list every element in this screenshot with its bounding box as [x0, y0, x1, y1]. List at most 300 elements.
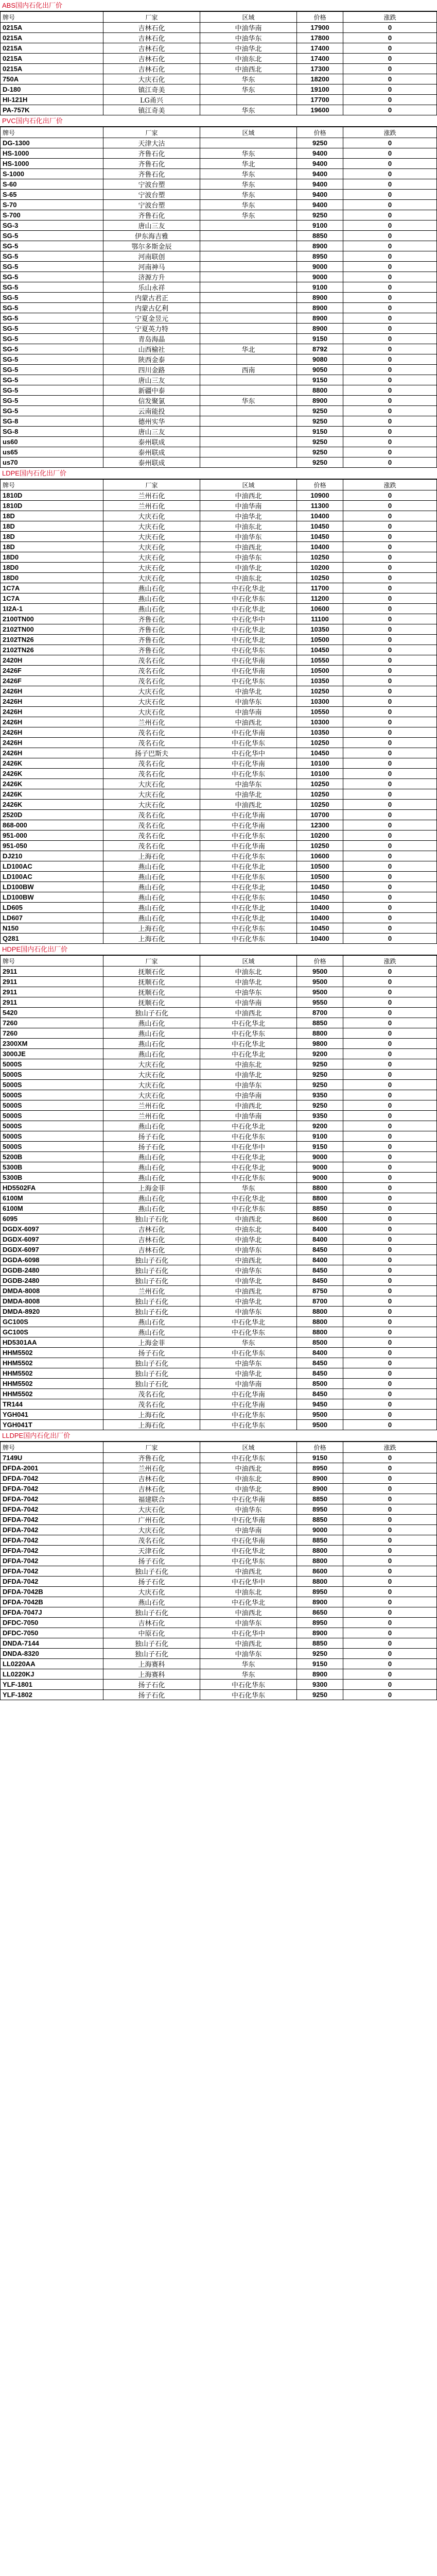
change-cell: 0: [343, 54, 437, 64]
change-cell: 0: [343, 1070, 437, 1080]
change-cell: 0: [343, 1049, 437, 1059]
price-cell: 8450: [297, 1276, 343, 1286]
region-cell: 华东: [200, 1659, 297, 1669]
table-row: [1, 997, 437, 1008]
region-cell: [200, 457, 297, 468]
price-cell: 10250: [297, 573, 343, 583]
grade-cell: 0215A: [1, 33, 103, 43]
table-row: [1, 614, 437, 624]
change-cell: 0: [343, 1607, 437, 1618]
producer-cell: 茂名石化: [103, 727, 200, 738]
change-cell: 0: [343, 604, 437, 614]
producer-cell: 燕山石化: [103, 1039, 200, 1049]
region-cell: 中油西北: [200, 1255, 297, 1265]
change-cell: 0: [343, 573, 437, 583]
producer-cell: 齐鲁石化: [103, 210, 200, 221]
grade-cell: 3000JE: [1, 1049, 103, 1059]
change-cell: 0: [343, 552, 437, 563]
table-row: [1, 1649, 437, 1659]
table-row: [1, 511, 437, 521]
region-cell: 中油华东: [200, 1080, 297, 1090]
price-cell: 8950: [297, 1504, 343, 1515]
change-cell: 0: [343, 501, 437, 511]
table-row: [1, 1597, 437, 1607]
table-row: [1, 717, 437, 727]
grade-cell: LD100AC: [1, 872, 103, 882]
price-cell: 17300: [297, 64, 343, 74]
table-row: [1, 987, 437, 997]
region-cell: 中石化华东: [200, 1204, 297, 1214]
table-row: [1, 200, 437, 210]
grade-cell: DFDA-7042: [1, 1535, 103, 1546]
producer-cell: 燕山石化: [103, 892, 200, 903]
change-cell: 0: [343, 563, 437, 573]
producer-cell: 茂名石化: [103, 1389, 200, 1399]
producer-cell: 独山子石化: [103, 1276, 200, 1286]
table-row: [1, 676, 437, 686]
producer-cell: 唐山三友: [103, 427, 200, 437]
column-header: 涨跌: [343, 1442, 437, 1453]
producer-cell: 吉林石化: [103, 1245, 200, 1255]
table-row: [1, 1245, 437, 1255]
price-cell: 8900: [297, 1597, 343, 1607]
change-cell: 0: [343, 1556, 437, 1566]
region-cell: 中油华南: [200, 23, 297, 33]
table-row: [1, 1090, 437, 1100]
producer-cell: 扬子石化: [103, 1680, 200, 1690]
grade-cell: SG-3: [1, 221, 103, 231]
region-cell: 中油华东: [200, 1358, 297, 1368]
price-cell: 8800: [297, 1183, 343, 1193]
change-cell: 0: [343, 987, 437, 997]
region-cell: 中石化华东: [200, 1690, 297, 1700]
table-row: [1, 594, 437, 604]
change-cell: 0: [343, 1307, 437, 1317]
change-cell: 0: [343, 717, 437, 727]
grade-cell: DMDA-8008: [1, 1286, 103, 1296]
region-cell: 中石化华中: [200, 1577, 297, 1587]
grade-cell: HD5301AA: [1, 1337, 103, 1348]
price-cell: 9250: [297, 447, 343, 457]
region-cell: 中油西北: [200, 64, 297, 74]
table-row: [1, 1577, 437, 1587]
producer-cell: 大庆石化: [103, 1090, 200, 1100]
grade-cell: DGDX-6097: [1, 1234, 103, 1245]
grade-cell: DGDB-2480: [1, 1276, 103, 1286]
grade-cell: 750A: [1, 74, 103, 84]
producer-cell: 大庆石化: [103, 532, 200, 542]
producer-cell: 兰州石化: [103, 1463, 200, 1473]
region-cell: 中石化华东: [200, 594, 297, 604]
grade-cell: DGDB-2480: [1, 1265, 103, 1276]
change-cell: 0: [343, 262, 437, 272]
table-row: [1, 1546, 437, 1556]
region-cell: 中油华南: [200, 501, 297, 511]
region-cell: 中油西北: [200, 1286, 297, 1296]
price-cell: 8900: [297, 293, 343, 303]
producer-cell: 镇江奇美: [103, 105, 200, 115]
table-row: [1, 1307, 437, 1317]
table-row: [1, 1183, 437, 1193]
producer-cell: 吉林石化: [103, 33, 200, 43]
table-row: [1, 1680, 437, 1690]
region-cell: [200, 241, 297, 251]
column-header: 厂家: [103, 127, 200, 138]
table-row: [1, 490, 437, 501]
table-row: [1, 1484, 437, 1494]
table-row: [1, 707, 437, 717]
price-cell: 9000: [297, 1152, 343, 1162]
table-row: [1, 1628, 437, 1638]
producer-cell: 上海石化: [103, 1410, 200, 1420]
region-cell: 中石化华北: [200, 1193, 297, 1204]
table-row: [1, 210, 437, 221]
change-cell: 0: [343, 282, 437, 293]
price-table: [0, 479, 437, 944]
region-cell: 中油华北: [200, 1484, 297, 1494]
price-cell: 8792: [297, 344, 343, 354]
region-cell: 中油西北: [200, 1214, 297, 1224]
grade-cell: 1C7A: [1, 583, 103, 594]
table-row: [1, 923, 437, 934]
table-row: [1, 882, 437, 892]
change-cell: 0: [343, 1100, 437, 1111]
producer-cell: 扬子巴斯夫: [103, 748, 200, 758]
region-cell: [200, 231, 297, 241]
producer-cell: 内蒙古君正: [103, 293, 200, 303]
producer-cell: 宁夏英力特: [103, 324, 200, 334]
table-row: [1, 831, 437, 841]
producer-cell: 吉林石化: [103, 1618, 200, 1628]
grade-cell: 6100M: [1, 1204, 103, 1214]
grade-cell: 18D0: [1, 573, 103, 583]
column-header: 厂家: [103, 956, 200, 967]
table-row: [1, 354, 437, 365]
change-cell: 0: [343, 1463, 437, 1473]
region-cell: [200, 427, 297, 437]
change-cell: 0: [343, 1420, 437, 1430]
region-cell: 中石化华中: [200, 1628, 297, 1638]
table-row: [1, 396, 437, 406]
change-cell: 0: [343, 748, 437, 758]
grade-cell: 1810D: [1, 501, 103, 511]
change-cell: 0: [343, 511, 437, 521]
price-cell: 8850: [297, 1515, 343, 1525]
change-cell: 0: [343, 200, 437, 210]
price-cell: 8900: [297, 241, 343, 251]
price-cell: 8500: [297, 1379, 343, 1389]
producer-cell: 大庆石化: [103, 573, 200, 583]
region-cell: 中石化华北: [200, 1317, 297, 1327]
grade-cell: us65: [1, 447, 103, 457]
price-cell: 9500: [297, 1410, 343, 1420]
region-cell: 中油东北: [200, 967, 297, 977]
table-row: [1, 1358, 437, 1368]
producer-cell: 齐鲁石化: [103, 148, 200, 159]
producer-cell: 大庆石化: [103, 552, 200, 563]
region-cell: [200, 251, 297, 262]
change-cell: 0: [343, 1587, 437, 1597]
region-cell: 中油西北: [200, 1008, 297, 1018]
grade-cell: DG-1300: [1, 138, 103, 148]
price-cell: 9350: [297, 1111, 343, 1121]
grade-cell: 5000S: [1, 1070, 103, 1080]
change-cell: 0: [343, 95, 437, 105]
region-cell: 华东: [200, 190, 297, 200]
change-cell: 0: [343, 1348, 437, 1358]
column-header: 区域: [200, 956, 297, 967]
producer-cell: 茂名石化: [103, 666, 200, 676]
grade-cell: S-700: [1, 210, 103, 221]
table-row: [1, 542, 437, 552]
table-row: [1, 666, 437, 676]
price-cell: 9250: [297, 416, 343, 427]
price-cell: 8800: [297, 1577, 343, 1587]
change-cell: 0: [343, 1659, 437, 1669]
region-cell: [200, 416, 297, 427]
column-header: 涨跌: [343, 127, 437, 138]
region-cell: 中石化华东: [200, 1420, 297, 1430]
table-row: [1, 33, 437, 43]
price-cell: 8700: [297, 1008, 343, 1018]
price-cell: 8850: [297, 1204, 343, 1214]
change-cell: 0: [343, 666, 437, 676]
region-cell: 中石化华中: [200, 748, 297, 758]
region-cell: 中石化华东: [200, 1410, 297, 1420]
grade-cell: 0215A: [1, 64, 103, 74]
producer-cell: 独山子石化: [103, 1607, 200, 1618]
producer-cell: 大庆石化: [103, 779, 200, 789]
table-row: [1, 272, 437, 282]
price-cell: 9500: [297, 1420, 343, 1430]
change-cell: 0: [343, 1525, 437, 1535]
grade-cell: SG-5: [1, 334, 103, 344]
change-cell: 0: [343, 1317, 437, 1327]
producer-cell: 吉林石化: [103, 1234, 200, 1245]
grade-cell: DFDA-7042: [1, 1546, 103, 1556]
price-cell: 10250: [297, 738, 343, 748]
price-cell: 10550: [297, 655, 343, 666]
producer-cell: 抚顺石化: [103, 997, 200, 1008]
table-row: [1, 159, 437, 169]
table-row: [1, 313, 437, 324]
table-row: [1, 532, 437, 542]
change-cell: 0: [343, 1680, 437, 1690]
region-cell: 中石化华东: [200, 769, 297, 779]
table-row: [1, 148, 437, 159]
table-row: [1, 1453, 437, 1463]
grade-cell: LD607: [1, 913, 103, 923]
grade-cell: DFDA-7042: [1, 1515, 103, 1525]
change-cell: 0: [343, 1566, 437, 1577]
producer-cell: 上海金菲: [103, 1337, 200, 1348]
producer-cell: 德州实华: [103, 416, 200, 427]
table-row: [1, 1214, 437, 1224]
table-row: [1, 1131, 437, 1142]
change-cell: 0: [343, 727, 437, 738]
producer-cell: 独山子石化: [103, 1214, 200, 1224]
producer-cell: 独山子石化: [103, 1638, 200, 1649]
change-cell: 0: [343, 779, 437, 789]
region-cell: 中石化华东: [200, 923, 297, 934]
grade-cell: HHM5502: [1, 1389, 103, 1399]
change-cell: 0: [343, 84, 437, 95]
grade-cell: SG-5: [1, 231, 103, 241]
producer-cell: 广州石化: [103, 1515, 200, 1525]
change-cell: 0: [343, 635, 437, 645]
change-cell: 0: [343, 1577, 437, 1587]
grade-cell: DFDA-7042B: [1, 1597, 103, 1607]
grade-cell: YLF-1802: [1, 1690, 103, 1700]
region-cell: 中油东北: [200, 54, 297, 64]
table-row: [1, 427, 437, 437]
price-cell: 10250: [297, 686, 343, 697]
change-cell: 0: [343, 1649, 437, 1659]
change-cell: 0: [343, 1618, 437, 1628]
price-cell: 8850: [297, 1638, 343, 1649]
price-cell: 10400: [297, 913, 343, 923]
price-cell: 9250: [297, 1059, 343, 1070]
price-cell: 11100: [297, 614, 343, 624]
producer-cell: 青岛海晶: [103, 334, 200, 344]
producer-cell: 福建联合: [103, 1494, 200, 1504]
change-cell: 0: [343, 1039, 437, 1049]
price-cell: 10100: [297, 758, 343, 769]
change-cell: 0: [343, 1669, 437, 1680]
price-cell: 8450: [297, 1389, 343, 1399]
price-cell: 9250: [297, 406, 343, 416]
price-cell: 9250: [297, 138, 343, 148]
change-cell: 0: [343, 1327, 437, 1337]
producer-cell: 宁夏金昱元: [103, 313, 200, 324]
region-cell: 中油西北: [200, 1566, 297, 1577]
grade-cell: 2426H: [1, 707, 103, 717]
producer-cell: 吉林石化: [103, 54, 200, 64]
producer-cell: 齐鲁石化: [103, 614, 200, 624]
producer-cell: 茂名石化: [103, 1399, 200, 1410]
grade-cell: LD100BW: [1, 892, 103, 903]
price-cell: 9100: [297, 221, 343, 231]
producer-cell: 独山子石化: [103, 1296, 200, 1307]
price-cell: 8900: [297, 303, 343, 313]
region-cell: 中油华东: [200, 1618, 297, 1628]
table-row: [1, 385, 437, 396]
change-cell: 0: [343, 1121, 437, 1131]
producer-cell: 兰州石化: [103, 490, 200, 501]
region-cell: 中石化华南: [200, 841, 297, 851]
table-row: [1, 624, 437, 635]
table-row: [1, 241, 437, 251]
region-cell: 中油华东: [200, 697, 297, 707]
region-cell: 中石化华东: [200, 676, 297, 686]
region-cell: 中油西北: [200, 490, 297, 501]
grade-cell: 5300B: [1, 1173, 103, 1183]
grade-cell: 18D0: [1, 563, 103, 573]
grade-cell: DFDC-7050: [1, 1628, 103, 1638]
change-cell: 0: [343, 43, 437, 54]
price-cell: 9050: [297, 365, 343, 375]
price-cell: 11700: [297, 583, 343, 594]
change-cell: 0: [343, 1484, 437, 1494]
section-title: LLDPE国内石化出厂价: [0, 1430, 437, 1442]
change-cell: 0: [343, 1535, 437, 1546]
grade-cell: DFDC-7050: [1, 1618, 103, 1628]
table-row: [1, 779, 437, 789]
grade-cell: 2520D: [1, 810, 103, 820]
grade-cell: 2426K: [1, 758, 103, 769]
producer-cell: 独山子石化: [103, 1566, 200, 1577]
table-row: [1, 563, 437, 573]
change-cell: 0: [343, 1597, 437, 1607]
table-row: [1, 810, 437, 820]
producer-cell: 四川金路: [103, 365, 200, 375]
grade-cell: HI-121H: [1, 95, 103, 105]
table-row: [1, 406, 437, 416]
price-cell: 9000: [297, 1162, 343, 1173]
price-table: [0, 11, 437, 115]
table-row: [1, 1121, 437, 1131]
table-row: [1, 521, 437, 532]
change-cell: 0: [343, 676, 437, 686]
grade-cell: 2911: [1, 967, 103, 977]
producer-cell: 独山子石化: [103, 1368, 200, 1379]
producer-cell: 抚顺石化: [103, 967, 200, 977]
region-cell: 华东: [200, 84, 297, 95]
price-cell: 9250: [297, 1690, 343, 1700]
producer-cell: 燕山石化: [103, 594, 200, 604]
table-row: [1, 1556, 437, 1566]
producer-cell: 宁波台塑: [103, 190, 200, 200]
grade-cell: SG-5: [1, 375, 103, 385]
column-header: 厂家: [103, 12, 200, 23]
producer-cell: 大庆石化: [103, 1587, 200, 1597]
change-cell: 0: [343, 1515, 437, 1525]
table-row: [1, 1296, 437, 1307]
region-cell: 中油华东: [200, 1649, 297, 1659]
table-row: [1, 231, 437, 241]
producer-cell: 齐鲁石化: [103, 159, 200, 169]
producer-cell: 齐鲁石化: [103, 645, 200, 655]
price-cell: 8900: [297, 313, 343, 324]
grade-cell: DGDA-6098: [1, 1255, 103, 1265]
producer-cell: 上海赛科: [103, 1659, 200, 1669]
grade-cell: 951-000: [1, 831, 103, 841]
change-cell: 0: [343, 303, 437, 313]
producer-cell: 独山子石化: [103, 1358, 200, 1368]
grade-cell: 18D: [1, 542, 103, 552]
price-cell: 10500: [297, 666, 343, 676]
producer-cell: 中原石化: [103, 1628, 200, 1638]
change-cell: 0: [343, 437, 437, 447]
producer-cell: 燕山石化: [103, 1204, 200, 1214]
change-cell: 0: [343, 820, 437, 831]
table-row: [1, 686, 437, 697]
price-cell: 9100: [297, 282, 343, 293]
grade-cell: S-60: [1, 179, 103, 190]
region-cell: 华北: [200, 344, 297, 354]
table-row: [1, 84, 437, 95]
region-cell: 中石化华南: [200, 1515, 297, 1525]
table-row: [1, 324, 437, 334]
price-cell: 9250: [297, 1649, 343, 1659]
table-row: [1, 934, 437, 944]
region-cell: 华东: [200, 148, 297, 159]
table-row: [1, 1535, 437, 1546]
producer-cell: LG甬兴: [103, 95, 200, 105]
producer-cell: 独山子石化: [103, 1265, 200, 1276]
region-cell: 中石化华南: [200, 727, 297, 738]
change-cell: 0: [343, 169, 437, 179]
